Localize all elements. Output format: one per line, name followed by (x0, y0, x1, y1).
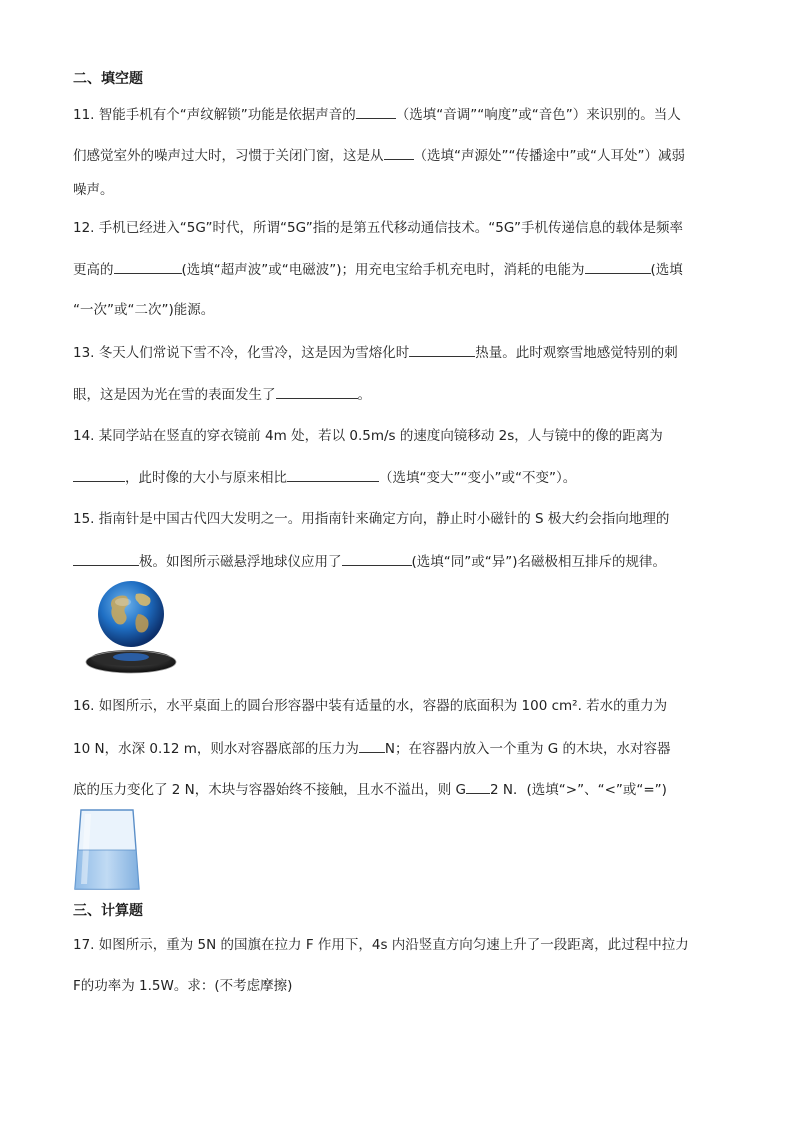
q14-blank-2[interactable] (287, 467, 379, 482)
section-heading-fill-in: 二、填空题 (73, 71, 143, 87)
q16-text: 底的压力变化了 2 N，木块与容器始终不接触，且水不溢出，则 G (73, 782, 467, 798)
q11-blank-1[interactable] (356, 104, 396, 119)
q12-text: 更高的 (73, 262, 114, 278)
q14-text: （选填“变大”“变小”或“不变”）。 (379, 470, 577, 486)
q13-text: 。 (357, 387, 371, 403)
globe-icon (98, 581, 164, 647)
q11-text: 们感觉室外的噪声过大时，习惯于关闭门窗，这是从 (73, 148, 384, 164)
q14-line-2 (73, 467, 733, 488)
q11-text: （选填“声源处”“传播途中”或“人耳处”）减弱 (413, 148, 685, 164)
q15-text: 极。如图所示磁悬浮地球仪应用了 (139, 554, 342, 570)
magnetic-base-icon (86, 650, 176, 673)
q12-text: (选填“超声波”或“电磁波”)；用充电宝给手机充电时，消耗的电能为 (181, 262, 585, 278)
q12-blank-1[interactable] (114, 259, 182, 274)
q14-line-1: 14. 某同学站在竖直的穿衣镜前 4m 处，若以 0.5m/s 的速度向镜移动 2s，人与镜中的像的距离为 (73, 428, 663, 444)
q13-line-1 (73, 342, 733, 363)
q16-text: N；在容器内放入一个重为 G 的木块，水对容器 (384, 741, 671, 757)
q13-text: 眼，这是因为光在雪的表面发生了 (73, 387, 276, 403)
q11-line-2 (73, 145, 733, 166)
q13-blank-2[interactable] (276, 384, 358, 399)
q16-blank-2[interactable] (466, 779, 490, 794)
q16-line-2 (73, 738, 733, 759)
q15-blank-1[interactable] (73, 551, 139, 566)
q14-text: ，此时像的大小与原来相比 (125, 470, 287, 486)
q16-line-3 (73, 779, 733, 800)
q15-line-2 (73, 551, 733, 572)
q12-text: (选填 (650, 262, 683, 278)
q15-blank-2[interactable] (342, 551, 412, 566)
q16-line-1: 16. 如图所示，水平桌面上的圆台形容器中装有适量的水，容器的底面积为 100 cm². 若水的重力为 (73, 698, 668, 714)
q12-blank-2[interactable] (585, 259, 651, 274)
maglev-globe-figure (78, 578, 188, 678)
q17-line-2: F的功率为 1.5W。求：(不考虑摩擦) (73, 978, 293, 994)
q11-blank-2[interactable] (384, 145, 414, 160)
q16-text: 2 N．(选填“>”、“<”或“=”) (490, 782, 667, 798)
q11-text: （选填“音调”“响度”或“音色”）来识别的。当人 (395, 107, 681, 123)
q14-blank-1[interactable] (73, 467, 125, 482)
q15-text: (选填“同”或“异”)名磁极相互排斥的规律。 (411, 554, 667, 570)
q17-line-1: 17. 如图所示，重为 5N 的国旗在拉力 F 作用下，4s 内沿竖直方向匀速上升了一段距离，此过程中拉力 (73, 937, 689, 953)
frustum-container-figure (73, 808, 141, 892)
q13-blank-1[interactable] (409, 342, 475, 357)
q13-line-2 (73, 384, 733, 405)
q13-text: 热量。此时观察雪地感觉特别的刺 (475, 345, 678, 361)
q11-line-3: 噪声。 (73, 182, 114, 198)
q12-line-2 (73, 259, 733, 280)
q12-line-1: 12. 手机已经进入“5G”时代，所谓“5G”指的是第五代移动通信技术。“5G”手机传递信息的载体是频率 (73, 220, 683, 236)
q15-line-1: 15. 指南针是中国古代四大发明之一。用指南针来确定方向，静止时小磁针的 S 极大约会指向地理的 (73, 511, 670, 527)
q12-line-3: “一次”或“二次”)能源。 (73, 302, 215, 318)
section-heading-calculation: 三、计算题 (73, 903, 143, 919)
q11-text: 11. 智能手机有个“声纹解锁”功能是依据声音的 (73, 107, 356, 123)
q11-line-1 (73, 104, 733, 125)
q16-text: 10 N，水深 0.12 m，则水对容器底部的压力为 (73, 741, 359, 757)
q16-blank-1[interactable] (359, 738, 385, 753)
q13-text: 13. 冬天人们常说下雪不冷，化雪冷，这是因为雪熔化时 (73, 345, 410, 361)
container-icon (75, 810, 139, 889)
